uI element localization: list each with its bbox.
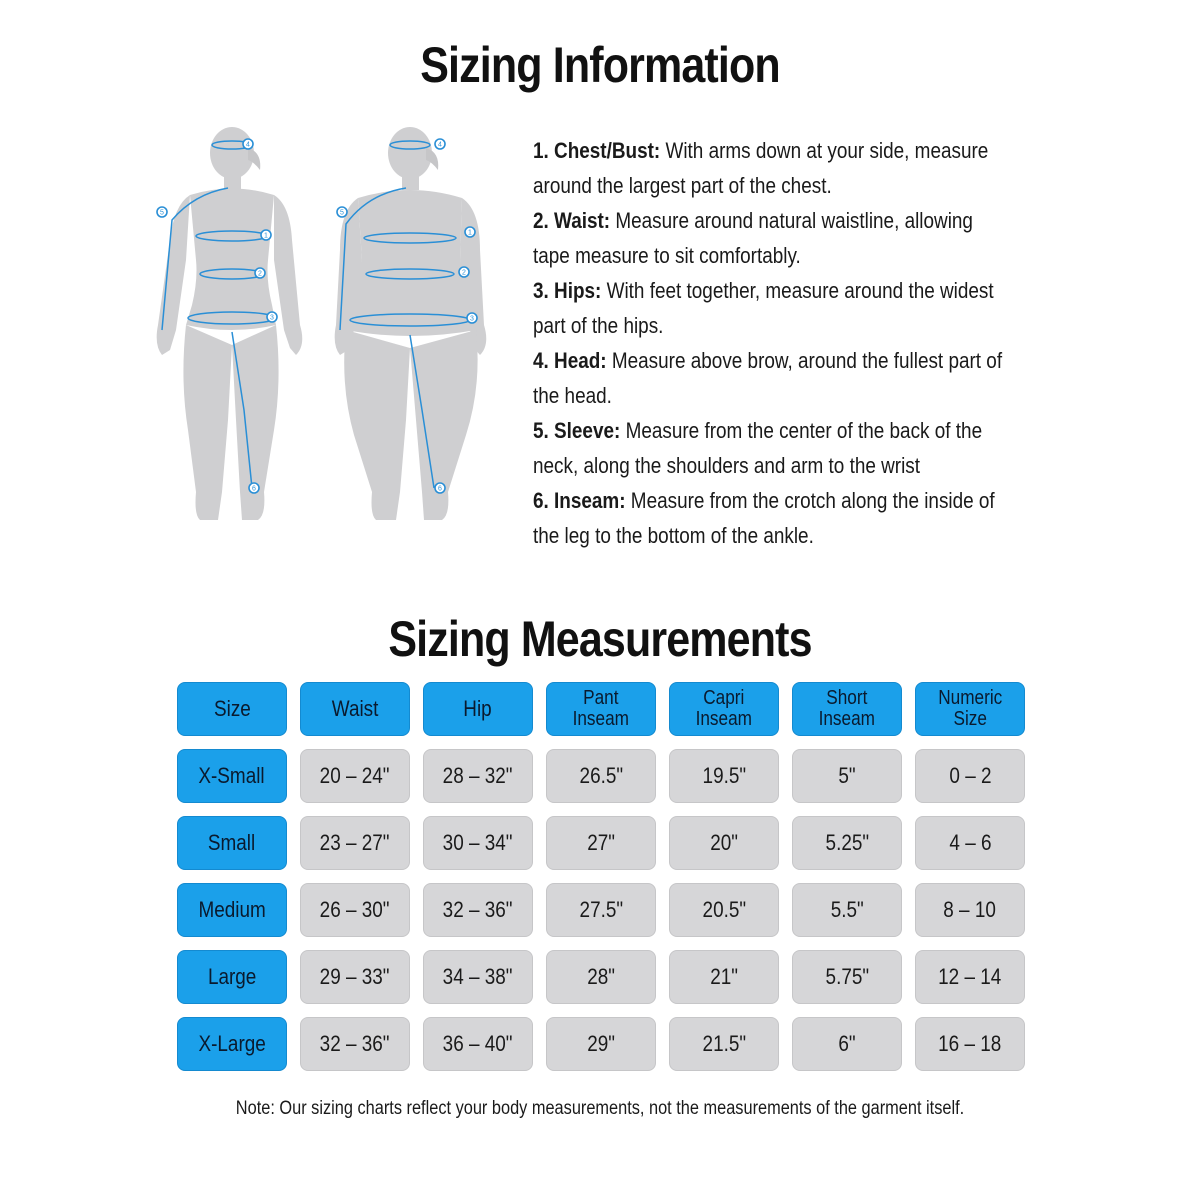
table-cell: 29 – 33" [300,950,410,1004]
sizing-information-title: Sizing Information [420,37,780,93]
marker-5b: 5 [340,209,344,217]
table-cell: 27" [546,816,656,870]
header-capri-inseam: Capri Inseam [669,682,779,736]
table-cell: 20" [669,816,779,870]
instruction-sleeve: 5. Sleeve: Measure from the center of the back of the neck, along the shoulders and arm to the wrist [533,418,983,478]
table-cell: 23 – 27" [300,816,410,870]
instruction-hips: 3. Hips: With feet together, measure around the widest part of the hips. [533,278,994,338]
table-cell: 26.5" [546,749,656,803]
table-cell: 21.5" [669,1017,779,1071]
table-cell: 16 – 18 [915,1017,1025,1071]
row-label-x-small: X-Small [177,749,287,803]
table-cell: 19.5" [669,749,779,803]
marker-3: 3 [270,314,274,322]
table-cell: 34 – 38" [423,950,533,1004]
row-label-x-large: X-Large [177,1017,287,1071]
instruction-waist: 2. Waist: Measure around natural waistline, allowing tape measure to sit comfortably. [533,208,973,268]
table-cell: 26 – 30" [300,883,410,937]
header-waist: Waist [300,682,410,736]
table-cell: 27.5" [546,883,656,937]
body-measurement-figures [140,120,510,540]
table-cell: 4 – 6 [915,816,1025,870]
measurement-instructions [533,133,1015,553]
marker-1b: 1 [468,229,472,237]
marker-5: 5 [160,209,164,217]
table-cell: 12 – 14 [915,950,1025,1004]
marker-2b: 2 [462,269,466,277]
table-cell: 5.25" [792,816,902,870]
table-cell: 0 – 2 [915,749,1025,803]
marker-4: 4 [246,141,250,149]
marker-1: 1 [264,232,268,240]
table-cell: 28" [546,950,656,1004]
header-pant-inseam: Pant Inseam [546,682,656,736]
row-label-medium: Medium [177,883,287,937]
row-label-large: Large [177,950,287,1004]
table-cell: 5.5" [792,883,902,937]
header-numeric-size: Numeric Size [915,682,1025,736]
sizing-table [177,682,1027,1071]
table-cell: 36 – 40" [423,1017,533,1071]
table-cell: 29" [546,1017,656,1071]
table-cell: 21" [669,950,779,1004]
marker-3b: 3 [470,315,474,323]
table-cell: 5.75" [792,950,902,1004]
table-cell: 20 – 24" [300,749,410,803]
curvy-figure [335,127,487,520]
marker-6: 6 [252,485,256,493]
instruction-chest: 1. Chest/Bust: With arms down at your side, measure around the largest part of the chest. [533,138,989,198]
table-cell: 6" [792,1017,902,1071]
table-cell: 30 – 34" [423,816,533,870]
marker-2: 2 [258,270,262,278]
table-cell: 20.5" [669,883,779,937]
instruction-head: 4. Head: Measure above brow, around the fullest part of the head. [533,348,1003,408]
table-cell: 28 – 32" [423,749,533,803]
slim-figure [157,127,303,520]
table-cell: 8 – 10 [915,883,1025,937]
table-cell: 5" [792,749,902,803]
header-size: Size [177,682,287,736]
instruction-inseam: 6. Inseam: Measure from the crotch along the inside of the leg to the bottom of the ankle. [533,488,995,548]
marker-6b: 6 [438,485,442,493]
table-cell: 32 – 36" [300,1017,410,1071]
sizing-measurements-title: Sizing Measurements [388,611,812,667]
header-short-inseam: Short Inseam [792,682,902,736]
header-hip: Hip [423,682,533,736]
marker-4b: 4 [438,141,442,149]
sizing-note: Note: Our sizing charts reflect your body measurements, not the measurements of the garment itself. [235,1098,965,1119]
row-label-small: Small [177,816,287,870]
table-cell: 32 – 36" [423,883,533,937]
